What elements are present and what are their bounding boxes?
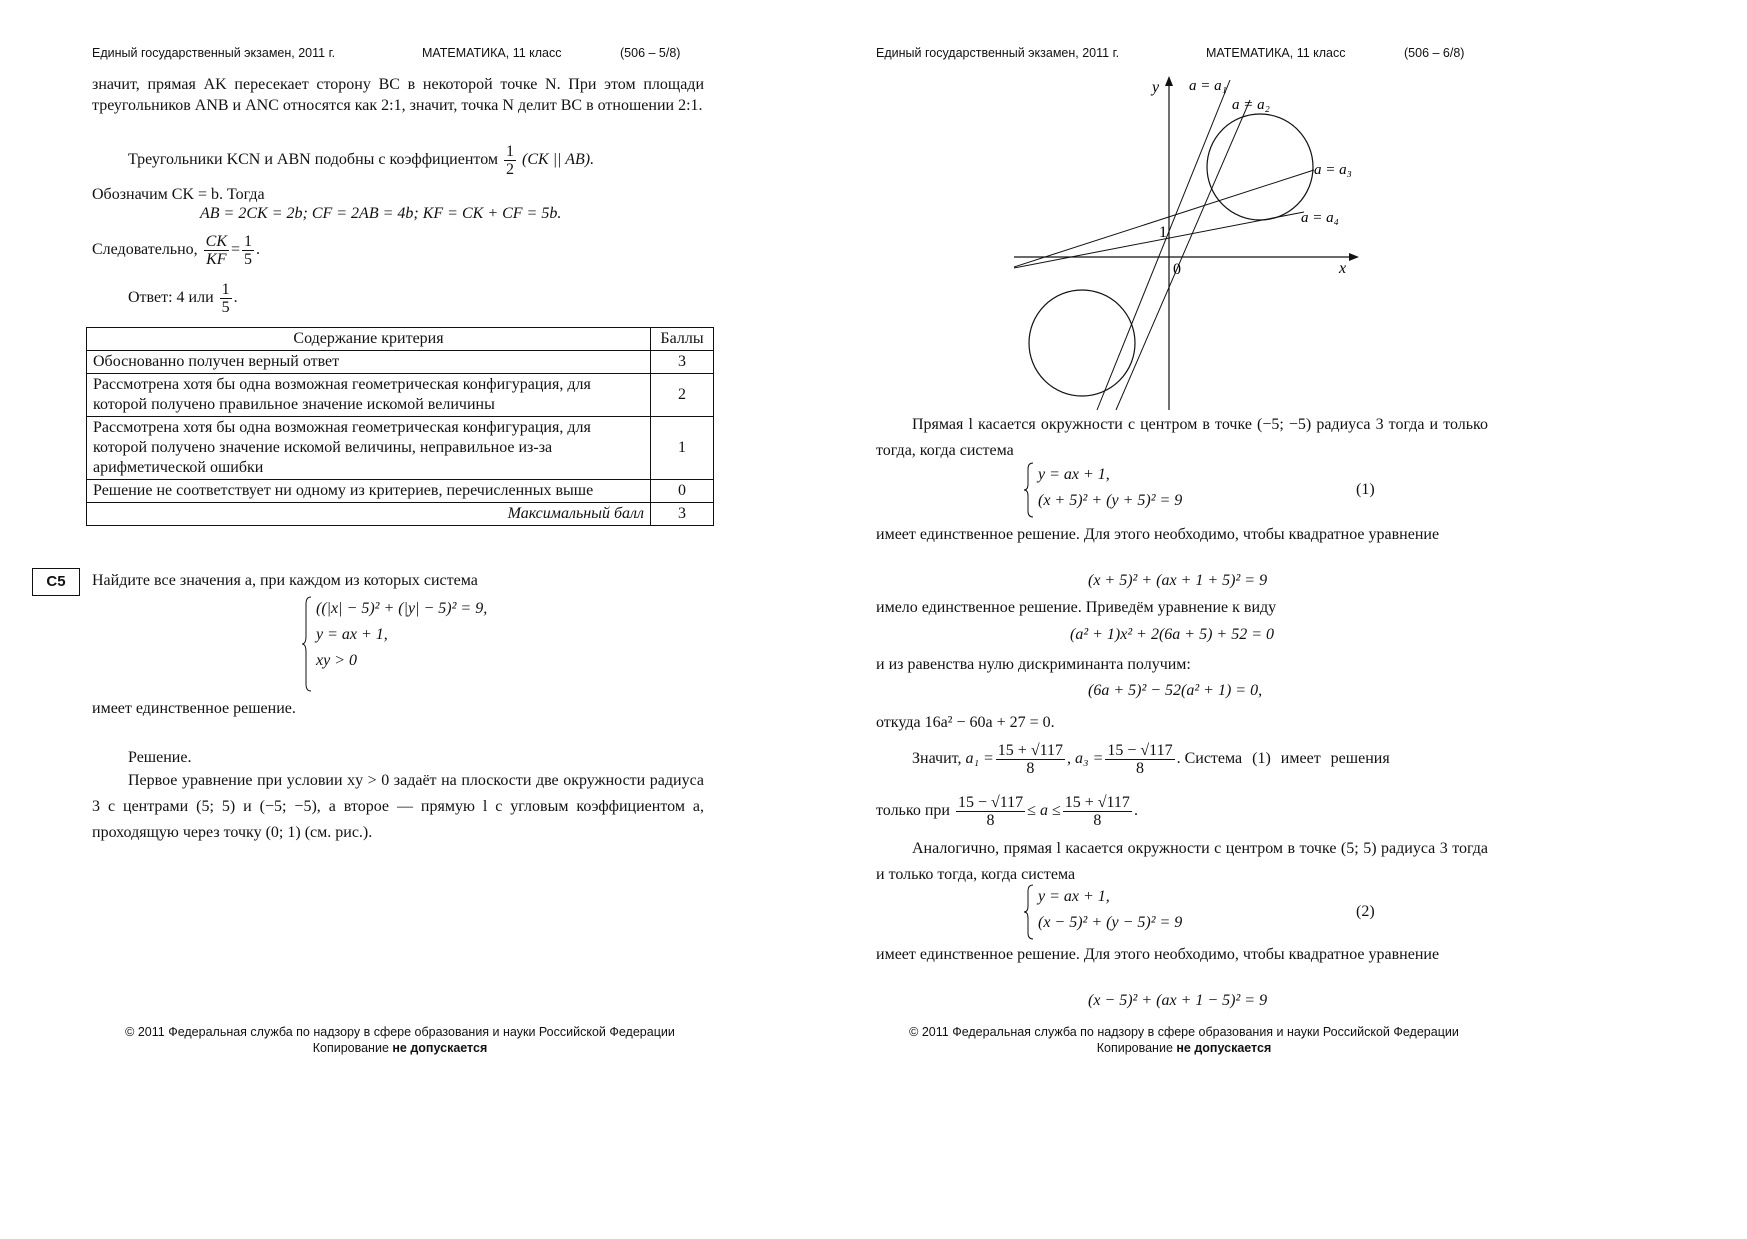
system-1-line-1: y = ax + 1, [1038, 466, 1110, 483]
table-header: Содержание критерия [87, 328, 651, 351]
consequently-text: Следовательно, [92, 241, 198, 258]
table-cell: Рассмотрена хотя бы одна возможная геометрическая конфигурация, для которой получено значение искомой величины, неправильное из-за арифметической ошибки [87, 417, 651, 480]
line-a2 [1116, 100, 1250, 410]
equation-quadratic-1: (x + 5)² + (ax + 1 + 5)² = 9 [1088, 572, 1268, 589]
paragraph-tangent-2: имеет единственное решение. Для этого необходимо, чтобы квадратное уравнение [876, 526, 1440, 543]
table-cell: Обоснованно получен верный ответ [87, 351, 651, 374]
solution-title: Решение. [128, 749, 192, 766]
interval-high-fraction: $\frac{15 + √117}{8}$ [1064, 793, 1130, 829]
equation-number-1: (1) [1356, 481, 1375, 498]
x-label: x [1339, 260, 1347, 277]
paragraph-4: Следовательно, $\frac{CK}{KF}$ = $\frac{1}{5}$ . [92, 232, 261, 268]
header-exam: Единый государственный экзамен, 2011 г. [92, 46, 336, 60]
header-code: (506 – 5/8) [620, 46, 681, 60]
table-header: Баллы [651, 328, 714, 351]
equation-quadratic-2: (x − 5)² + (ax + 1 − 5)² = 9 [1088, 992, 1268, 1009]
table-row [87, 351, 714, 374]
footer [0, 1024, 800, 1056]
roots-text: Значит, [912, 750, 962, 767]
interval-low-fraction: $\frac{15 - √117}{8}$ [957, 793, 1024, 829]
table-cell: 0 [651, 480, 714, 503]
max-score-label: Максимальный балл [87, 503, 651, 526]
one-label: 1 [1159, 224, 1167, 241]
table-cell: 2 [651, 374, 714, 417]
origin-label: 0 [1173, 261, 1181, 278]
paragraph-tangent-6: Аналогично, прямая l касается окружности с центром в точке (5; 5) радиуса 3 тогда и только тогда, когда система [876, 840, 1488, 883]
table-cell: 1 [651, 417, 714, 480]
answer: Ответ: 4 или $\frac{1}{5}$ . [128, 280, 238, 316]
paragraph-2 [128, 140, 708, 180]
equation-number-2: (2) [1356, 903, 1375, 920]
tangent-lines-figure [1004, 70, 1364, 415]
paragraph-tangent-3: имело единственное решение. Приведём уравнение к виду [876, 599, 1277, 616]
x-axis-arrow-icon [1349, 253, 1359, 261]
paragraph-tangent-5: откуда 16a² − 60a + 27 = 0. [876, 714, 1055, 731]
root-a1-label: a₁ = [965, 750, 994, 767]
only-when-text: только при [876, 802, 950, 819]
task-c5-text: Найдите все значения a, при каждом из которых система [92, 572, 478, 589]
table-row [87, 480, 714, 503]
criteria-table [86, 327, 714, 526]
table-row-max [87, 503, 714, 526]
fraction-half: $\frac{1}{2}$ [506, 142, 515, 178]
line-a1 [1097, 80, 1230, 410]
interval-sign: ≤ a ≤ [1027, 802, 1061, 819]
system-line-3: xy > 0 [316, 652, 357, 669]
equation-lengths: AB = 2CK = 2b; CF = 2AB = 4b; KF = CK + CF = 5b. [200, 205, 562, 222]
task-system [302, 596, 487, 692]
root-a1-fraction: $\frac{15 + √117}{8}$ [997, 741, 1064, 777]
left-page [0, 0, 784, 1112]
header-code: (506 – 6/8) [1404, 46, 1465, 60]
answer-text: Ответ: 4 или [128, 289, 214, 306]
circle-lower [1029, 290, 1135, 396]
paragraph-interval: только при $\frac{15 - √117}{8}$ ≤ a ≤ $\frac{15 + √117}{8}$ . [876, 793, 1138, 829]
system-2-line-1: y = ax + 1, [1038, 888, 1110, 905]
task-label-c5: C5 [32, 568, 80, 596]
root-a3-fraction: $\frac{15 - √117}{8}$ [1107, 741, 1173, 777]
brace-icon [1024, 462, 1034, 518]
circle-upper [1207, 114, 1313, 220]
table-row [87, 374, 714, 417]
system-2 [1024, 884, 1182, 940]
root-a3-label: a₃ = [1075, 750, 1104, 767]
table-header-row [87, 328, 714, 351]
answer-fraction: $\frac{1}{5}$ [221, 280, 230, 316]
equation-discriminant: (6a + 5)² − 52(a² + 1) = 0, [1088, 682, 1263, 699]
fraction-fifth: $\frac{1}{5}$ [244, 232, 253, 268]
label-a4: a = a₄ [1301, 210, 1339, 226]
header-subject: МАТЕМАТИКА, 11 класс [1206, 46, 1346, 60]
label-a1: a = a₁ [1189, 78, 1227, 94]
footer [784, 1024, 1584, 1056]
header-subject: МАТЕМАТИКА, 11 класс [422, 46, 562, 60]
system-line-1: ((|x| − 5)² + (|y| − 5)² = 9, [316, 600, 488, 617]
solution-paragraph: Первое уравнение при условии xy > 0 задаёт на плоскости две окружности радиуса 3 с центрами (5; 5) и (−5; −5), а второе — прямую l с угловым коэффициентом a, проходящую через точку (0; 1) (см. рис.). [92, 772, 704, 841]
label-a2: a = a₂ [1232, 97, 1270, 113]
fraction-ck-kf: $\frac{CK}{KF}$ [205, 232, 227, 268]
footer-copy-note: Копирование не допускается [312, 1041, 488, 1055]
paragraph-1: значит, прямая AK пересекает сторону BC в некоторой точке N. При этом площади треугольников ANB и ANC относятся как 2:1, значит, точка N делит BC в отношении 2:1. [92, 76, 704, 114]
paragraph-roots: Значит, a₁ = $\frac{15 + √117}{8}$ , a₃ = $\frac{15 - √117}{8}$ . Система (1) имеет решения [912, 741, 1390, 777]
system-line-2: y = ax + 1, [316, 626, 388, 643]
paragraph-3: Обозначим CK = b. Тогда [92, 186, 265, 203]
task-c5-after: имеет единственное решение. [92, 700, 296, 717]
max-score-value: 3 [651, 503, 714, 526]
system-has-solutions-text: Система (1) имеет решения [1184, 750, 1390, 767]
system-2-line-2: (x − 5)² + (y − 5)² = 9 [1038, 914, 1183, 931]
brace-icon [1024, 884, 1034, 940]
table-row [87, 417, 714, 480]
table-cell: Решение не соответствует ни одному из критериев, перечисленных выше [87, 480, 651, 503]
y-label: y [1152, 79, 1160, 96]
y-axis-arrow-icon [1165, 76, 1173, 86]
paragraph-tangent-1: Прямая l касается окружности с центром в точке (−5; −5) радиуса 3 тогда и только тогда, когда система [876, 416, 1488, 459]
label-a3: a = a₃ [1314, 162, 1352, 178]
system-1 [1024, 462, 1182, 518]
table-cell: 3 [651, 351, 714, 374]
footer-copyright: © 2011 Федеральная служба по надзору в сфере образования и науки Российской Федерации [125, 1025, 675, 1039]
footer-copy-note: Копирование не допускается [1096, 1041, 1272, 1055]
brace-icon [302, 596, 312, 692]
paragraph-tangent-4: и из равенства нулю дискриминанта получим: [876, 656, 1191, 673]
system-1-line-2: (x + 5)² + (y + 5)² = 9 [1038, 492, 1183, 509]
header-exam: Единый государственный экзамен, 2011 г. [876, 46, 1120, 60]
footer-copyright: © 2011 Федеральная служба по надзору в сфере образования и науки Российской Федерации [909, 1025, 1459, 1039]
table-cell: Рассмотрена хотя бы одна возможная геометрическая конфигурация, для которой получено правильное значение искомой величины [87, 374, 651, 417]
right-page [784, 0, 1568, 1112]
paragraph-tangent-7: имеет единственное решение. Для этого необходимо, чтобы квадратное уравнение [876, 946, 1440, 963]
equation-reduced: (a² + 1)x² + 2(6a + 5) + 52 = 0 [1070, 626, 1274, 643]
similar-text: Треугольники KCN и ABN подобны с коэффициентом [128, 151, 499, 168]
parallel-note: (CK || AB). [522, 151, 595, 168]
